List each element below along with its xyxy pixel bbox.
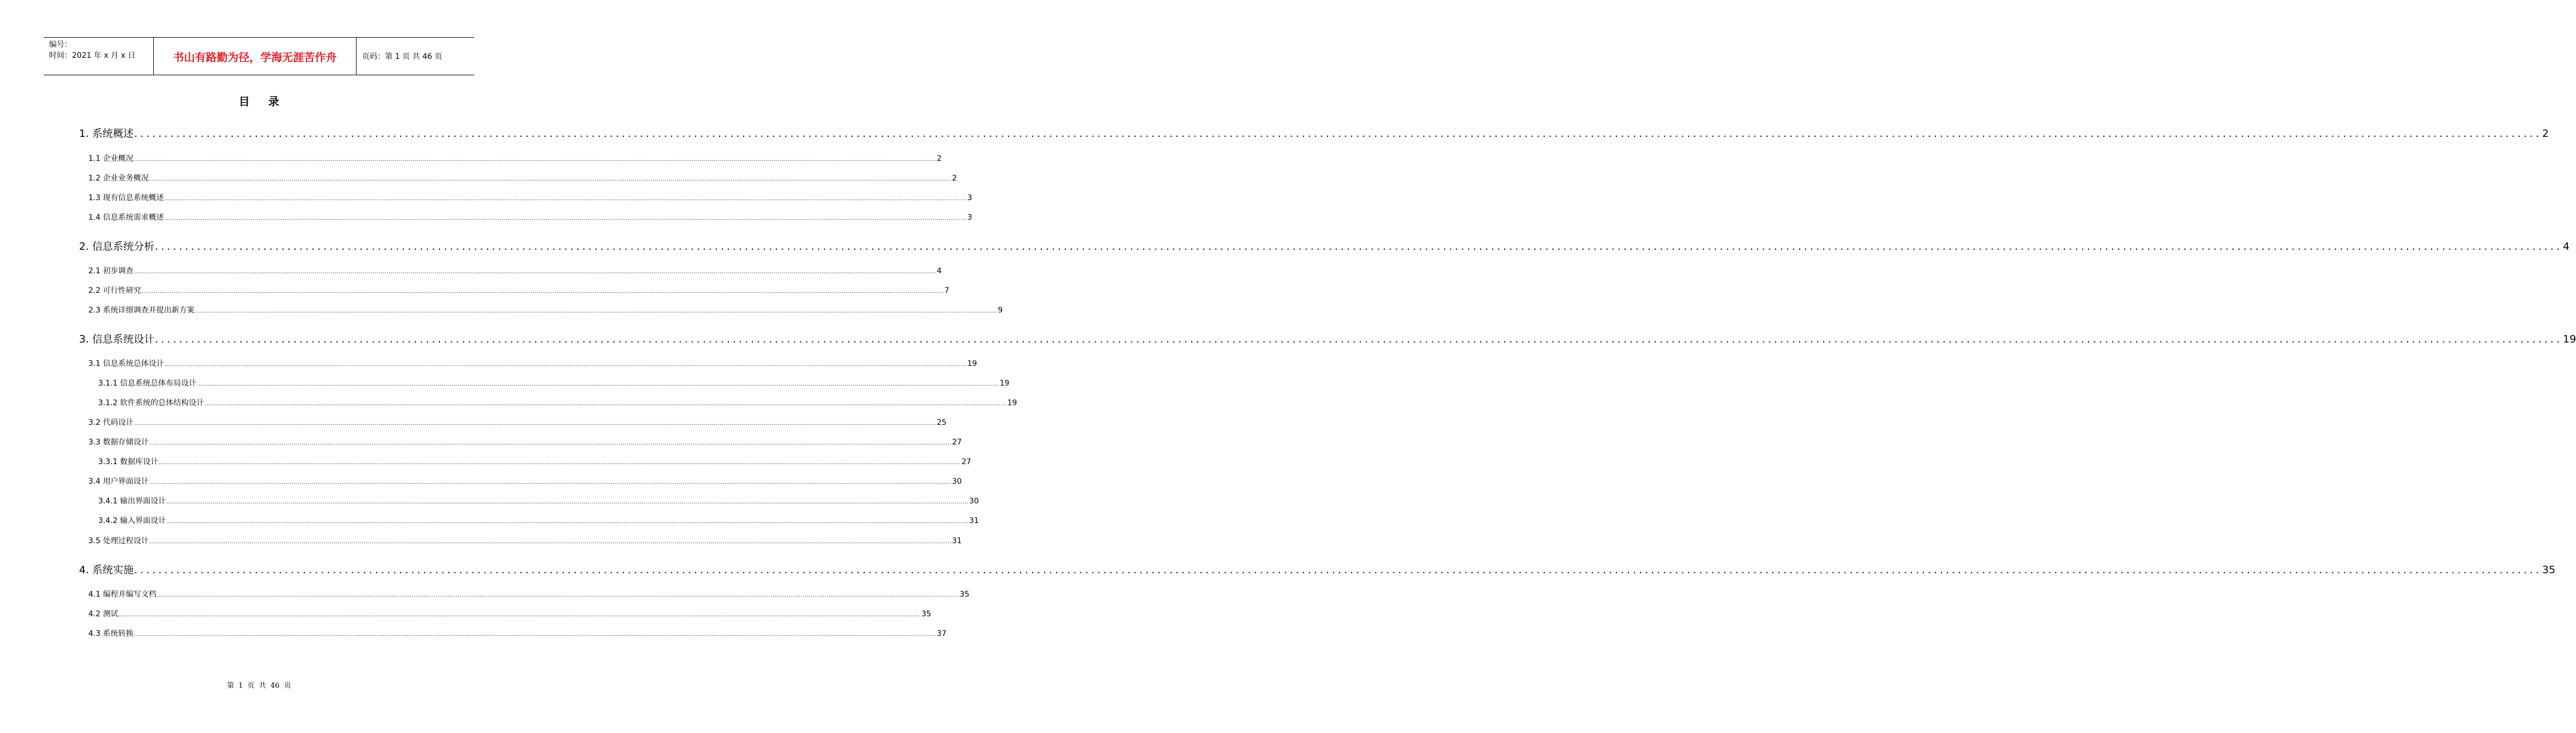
number-label: 编号： <box>49 40 72 49</box>
toc-leader-dots: ................................................................................................................................................................................................................................................................................................................................................................................................................ <box>134 632 937 638</box>
toc-entry-label: 2. 信息系统分析 <box>79 241 155 253</box>
toc-entry-label: 1. 系统概述 <box>79 128 134 140</box>
toc-entry-page: 27 <box>961 458 972 466</box>
toc-entry-label: 4.2 测试 <box>88 610 118 618</box>
toc-entry-label: 2.3 系统详细调查并提出新方案 <box>88 306 195 315</box>
toc-entry-page: 7 <box>944 286 950 295</box>
toc-entry[interactable] <box>88 265 942 276</box>
toc-entry-page: 19 <box>967 359 978 368</box>
toc-entry-label: 3.1.1 信息系统总体布局设计 <box>98 379 197 388</box>
toc-entry[interactable] <box>88 212 973 223</box>
toc-leader-dots: ................................................................................................................................................................................................................................................................................................................................................................................................................ <box>149 440 952 446</box>
toc-entry-label: 3. 信息系统设计 <box>79 333 155 345</box>
toc-leader-dots: ................................................................................................................................................................................................................................................................................................................................................................................................................ <box>155 241 2562 253</box>
toc-entry-label: 4. 系统实施 <box>79 564 134 576</box>
toc-leader-dots: ................................................................................................................................................................................................................................................................................................................................................................................................................ <box>164 362 967 368</box>
toc-entry[interactable] <box>88 192 973 203</box>
toc-entry-label: 3.5 处理过程设计 <box>88 537 149 545</box>
toc-leader-dots: ................................................................................................................................................................................................................................................................................................................................................................................................................ <box>195 308 998 314</box>
toc-entry-label: 1.4 信息系统需求概述 <box>88 213 164 222</box>
toc-entry-label: 3.1.2 软件系统的总体结构设计 <box>98 399 204 407</box>
toc-leader-dots: ................................................................................................................................................................................................................................................................................................................................................................................................................ <box>197 381 999 387</box>
toc-leader-dots: ................................................................................................................................................................................................................................................................................................................................................................................................................ <box>149 479 952 485</box>
toc-leader-dots: ................................................................................................................................................................................................................................................................................................................................................................................................................ <box>166 519 969 525</box>
toc-entry-label: 1.2 企业业务概况 <box>88 174 149 183</box>
toc-entry-page: 27 <box>952 438 962 447</box>
toc-leader-dots: ................................................................................................................................................................................................................................................................................................................................................................................................................ <box>164 215 967 221</box>
toc-leader-dots: ................................................................................................................................................................................................................................................................................................................................................................................................................ <box>166 499 969 505</box>
toc-entry-label: 2.2 可行性研究 <box>88 286 141 295</box>
toc-entry[interactable] <box>98 515 979 526</box>
toc-entry-label: 3.2 代码设计 <box>88 418 134 427</box>
toc-entry-page: 30 <box>969 497 979 506</box>
toc-entry[interactable] <box>79 331 2576 346</box>
toc-entry-label: 1.3 现有信息系统概述 <box>88 194 164 202</box>
toc-entry[interactable] <box>88 417 947 428</box>
toc-entry[interactable] <box>98 377 1010 388</box>
toc-entry[interactable] <box>88 588 970 599</box>
toc-leader-dots: ................................................................................................................................................................................................................................................................................................................................................................................................................ <box>118 612 921 618</box>
header-page-info: 页码：第 1 页 共 46 页 <box>362 52 442 61</box>
toc-entry-label: 3.3 数据存储设计 <box>88 438 149 447</box>
toc-entry-page: 35 <box>921 610 932 618</box>
toc-entry-page: 31 <box>969 516 979 525</box>
toc-leader-dots: ................................................................................................................................................................................................................................................................................................................................................................................................................ <box>149 176 952 182</box>
toc-entry-label: 4.1 编程并编写文档 <box>88 590 156 599</box>
toc-leader-dots: ................................................................................................................................................................................................................................................................................................................................................................................................................ <box>134 420 937 426</box>
header-motto: 书山有路勤为径，学海无涯苦作舟 <box>154 38 357 75</box>
page-footer: 第 1 页 共 46 页 <box>227 682 291 690</box>
toc-entry-page: 35 <box>2542 564 2556 576</box>
toc-entry[interactable] <box>79 238 2570 253</box>
toc-entry-page: 2 <box>952 174 957 183</box>
toc-entry[interactable] <box>79 125 2549 140</box>
toc-leader-dots: ................................................................................................................................................................................................................................................................................................................................................................................................................ <box>141 289 944 295</box>
header-meta <box>44 38 154 75</box>
toc-entry-page: 19 <box>2563 333 2576 345</box>
toc-leader-dots: ................................................................................................................................................................................................................................................................................................................................................................................................................ <box>149 539 952 545</box>
toc-entry[interactable] <box>98 397 1017 408</box>
toc-entry-page: 19 <box>1007 399 1017 407</box>
toc-leader-dots: ................................................................................................................................................................................................................................................................................................................................................................................................................ <box>134 564 2542 576</box>
toc-title: 目录 <box>239 95 298 108</box>
toc-entry-page: 19 <box>999 379 1010 388</box>
toc-leader-dots: ................................................................................................................................................................................................................................................................................................................................................................................................................ <box>134 128 2542 140</box>
toc-entry-page: 37 <box>937 629 947 638</box>
toc-entry-label: 3.4.2 输入界面设计 <box>98 516 166 525</box>
toc-entry[interactable] <box>88 304 1003 315</box>
toc-leader-dots: ................................................................................................................................................................................................................................................................................................................................................................................................................ <box>204 401 1007 407</box>
toc-entry-page: 35 <box>960 590 970 599</box>
toc-entry[interactable] <box>79 562 2556 576</box>
toc-leader-dots: ................................................................................................................................................................................................................................................................................................................................................................................................................ <box>164 196 967 202</box>
toc-entry-page: 4 <box>937 267 942 275</box>
toc-entry-label: 4.3 系统转换 <box>88 629 134 638</box>
toc-leader-dots: ................................................................................................................................................................................................................................................................................................................................................................................................................ <box>134 269 937 275</box>
toc-leader-dots: ................................................................................................................................................................................................................................................................................................................................................................................................................ <box>159 460 961 466</box>
toc-entry[interactable] <box>88 172 957 183</box>
page-header <box>44 37 474 75</box>
toc-entry[interactable] <box>88 358 978 369</box>
toc-entry[interactable] <box>98 495 979 506</box>
toc-leader-dots: ................................................................................................................................................................................................................................................................................................................................................................................................................ <box>156 592 960 598</box>
toc-entry[interactable] <box>88 476 962 486</box>
toc-entry-page: 2 <box>2542 128 2549 140</box>
toc-leader-dots: ................................................................................................................................................................................................................................................................................................................................................................................................................ <box>155 333 2562 345</box>
toc-entry-page: 2 <box>937 154 942 163</box>
toc-entry-label: 2.1 初步调查 <box>88 267 134 275</box>
toc-entry-label: 3.4.1 输出界面设计 <box>98 497 166 506</box>
toc-entry-page: 3 <box>967 194 973 202</box>
toc-entry-page: 9 <box>998 306 1003 315</box>
toc-entry-page: 4 <box>2563 241 2570 253</box>
toc-entry[interactable] <box>88 535 962 546</box>
toc-entry-label: 1.1 企业概况 <box>88 154 134 163</box>
toc-entry-label: 3.3.1 数据库设计 <box>98 458 159 466</box>
toc-entry[interactable] <box>88 436 962 447</box>
toc-entry[interactable] <box>88 628 947 639</box>
toc-entry[interactable] <box>88 153 942 164</box>
toc-entry-page: 31 <box>952 537 962 545</box>
toc-entry[interactable] <box>88 608 932 619</box>
time-label: 时间：2021 年 x 月 x 日 <box>49 51 136 60</box>
toc-entry-page: 30 <box>952 477 962 486</box>
toc-entry[interactable] <box>88 285 950 296</box>
toc-entry-label: 3.1 信息系统总体设计 <box>88 359 164 368</box>
toc-entry-page: 3 <box>967 213 973 222</box>
toc-leader-dots: ................................................................................................................................................................................................................................................................................................................................................................................................................ <box>134 157 937 163</box>
toc-entry-page: 25 <box>937 418 947 427</box>
toc-entry[interactable] <box>98 456 972 467</box>
toc-entry-label: 3.4 用户界面设计 <box>88 477 149 486</box>
